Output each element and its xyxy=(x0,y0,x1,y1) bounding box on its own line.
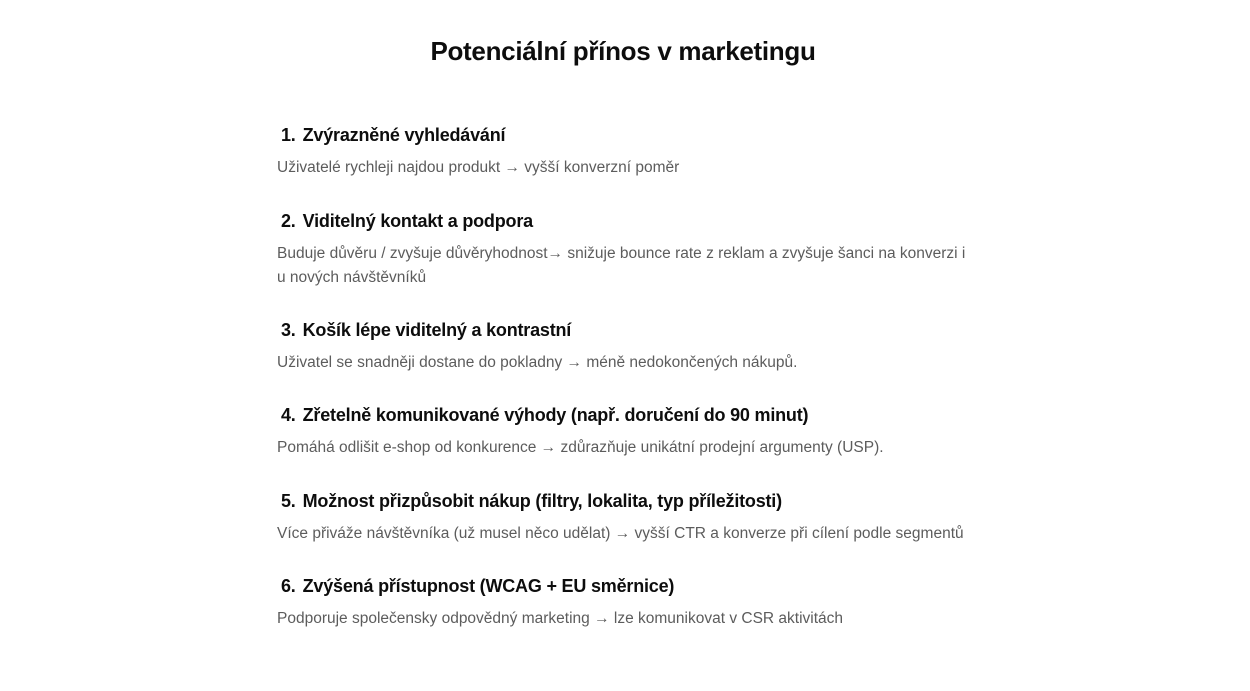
list-item-customization xyxy=(277,488,977,546)
list-item-accessibility xyxy=(277,573,977,631)
item-heading xyxy=(281,573,977,599)
item-heading-text: Zvýšená přístupnost (WCAG + EU směrnice) xyxy=(302,576,675,596)
item-heading-text: Zřetelně komunikované výhody (např. doručení do 90 minut) xyxy=(302,405,809,425)
item-number: 3. xyxy=(281,320,296,340)
item-heading-text: Zvýrazněné vyhledávání xyxy=(302,125,506,145)
item-heading-text: Viditelný kontakt a podpora xyxy=(302,211,533,231)
item-number: 6. xyxy=(281,576,296,596)
list-item-contact xyxy=(277,208,977,289)
page-title: Potenciální přínos v marketingu xyxy=(430,36,816,66)
item-heading xyxy=(281,402,977,428)
item-heading-text: Možnost přizpůsobit nákup (filtry, lokalita, typ příležitosti) xyxy=(302,491,782,511)
item-description: Buduje důvěru / zvyšuje důvěryhodnost→ snižuje bounce rate z reklam a zvyšuje šanci na konverzi i u nových návštěvníků xyxy=(277,245,966,286)
list-item-cart xyxy=(277,317,977,375)
item-description: Podporuje společensky odpovědný marketing → lze komunikovat v CSR aktivitách xyxy=(277,610,844,627)
item-heading xyxy=(281,122,977,148)
item-heading xyxy=(281,488,977,514)
item-description: Uživatelé rychleji najdou produkt → vyšší konverzní poměr xyxy=(277,159,680,176)
item-heading xyxy=(281,208,977,234)
item-number: 5. xyxy=(281,491,296,511)
item-heading xyxy=(281,317,977,343)
list-item-benefits xyxy=(277,402,977,460)
item-heading-text: Košík lépe viditelný a kontrastní xyxy=(302,320,572,340)
item-description: Více přiváže návštěvníka (už musel něco udělat) → vyšší CTR a konverze při cílení podle segmentů xyxy=(277,525,964,542)
item-description: Uživatel se snadněji dostane do pokladny → méně nedokončených nákupů. xyxy=(277,354,798,371)
item-number: 2. xyxy=(281,211,296,231)
item-number: 4. xyxy=(281,405,296,425)
item-number: 1. xyxy=(281,125,296,145)
item-description: Pomáhá odlišit e-shop od konkurence → zdůrazňuje unikátní prodejní argumenty (USP). xyxy=(277,439,884,456)
list-item-search xyxy=(277,122,977,180)
